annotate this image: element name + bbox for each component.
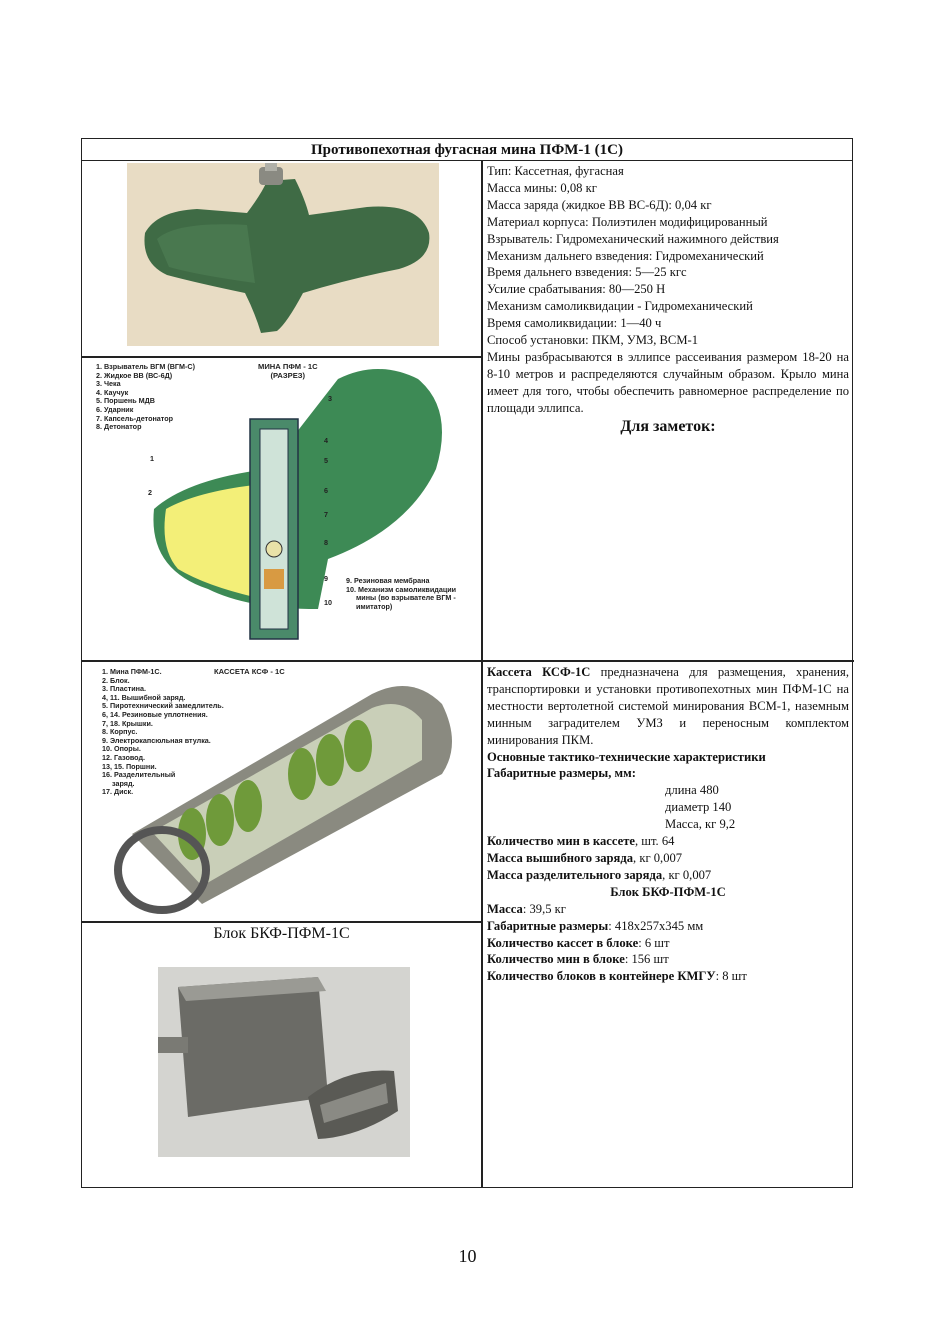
diagram1-title: МИНА ПФМ - 1С (РАЗРЕЗ): [258, 362, 318, 380]
cassette-intro: Кассета КСФ-1С предназначена для размещения, хранения, транспортировки и установки противопехотных мин ПФМ-1С на местности вертолетной системой минирования ВСМ-1, наземным минным заградителем УМЗ и переносным комплектом минирования ПКМ.: [487, 665, 849, 747]
block-row: Количество мин в блоке: 156 шт: [487, 952, 669, 967]
notes-heading: Для заметок:: [620, 417, 716, 435]
block-image-title: Блок БКФ-ПФМ-1С: [213, 925, 350, 942]
callout-10: 10: [324, 598, 332, 607]
block-row: Габаритные размеры: 418х257х345 мм: [487, 918, 704, 933]
callout-7: 7: [324, 510, 328, 519]
cassette-diagram: [102, 664, 474, 919]
spec-arming-mechanism: Механизм дальнего взведения: Гидромеханический: [487, 248, 764, 263]
diagram1-legend-2: 9. Резиновая мембрана 10. Механизм самоликвидации мины (во взрывателе ВГМ - имитатор): [346, 576, 457, 611]
column-divider: [481, 161, 483, 1188]
cassette-row: Масса вышибного заряда, кг 0,007: [487, 850, 683, 865]
dims-label: Габаритные размеры, мм:: [487, 766, 636, 781]
block-row: Количество кассет в блоке: 6 шт: [487, 935, 670, 950]
callout-2: 2: [148, 488, 152, 497]
callout-3: 3: [328, 394, 332, 403]
spec-mass: Масса мины: 0,08 кг: [487, 180, 597, 195]
spec-fuze: Взрыватель: Гидромеханический нажимного действия: [487, 231, 779, 246]
spec-self-destruct-time: Время самоликвидации: 1—40 ч: [487, 316, 662, 331]
spec-charge-mass: Масса заряда (жидкое ВВ ВС-6Д): 0,04 кг: [487, 197, 712, 212]
cassette-row: Количество мин в кассете, шт. 64: [487, 834, 675, 849]
spread-description: Мины разбрасываются в эллипсе рассеивания размером 18-20 на 8-10 метров и распределяются случайным образом. Крыло мина имеет для того, чтобы обеспечить равномерное распределение по площади эллипса.: [487, 349, 849, 415]
mine-photo: [127, 163, 439, 346]
block-photo: [158, 967, 410, 1157]
mine-specs: [487, 163, 849, 436]
page-number: 10: [458, 1246, 477, 1266]
datasheet-table: [81, 138, 853, 1188]
spec-arming-time: Время дальнего взведения: 5—25 кгс: [487, 265, 687, 280]
spec-material: Материал корпуса: Полиэтилен модифицированный: [487, 214, 768, 229]
callout-5: 5: [324, 456, 328, 465]
callout-6: 6: [324, 486, 328, 495]
block-row: Масса: 39,5 кг: [487, 901, 566, 916]
spec-self-destruct-mechanism: Механизм самоликвидации - Гидромеханический: [487, 299, 753, 314]
callout-1: 1: [150, 454, 154, 463]
sheet-title: Противопехотная фугасная мина ПФМ-1 (1С): [82, 139, 852, 161]
diagram2-title: КАССЕТА КСФ - 1С: [214, 667, 285, 676]
diagram2-legend: 1. Мина ПФМ-1С. 2. Блок. 3. Пластина. 4, 11. Вышибной заряд. 5. Пиротехнический замедлитель. 6, 14. Резиновые уплотнения. 7, 18. Крышки. 8. Корпус. 9. Электрокапсюльная втулка. 10. Опоры. 12. Газовод. 13, 15. Поршни. 16. Разделительный заряд. 17. Диск.: [102, 667, 224, 797]
cassette-row: Масса разделительного заряда, кг 0,007: [487, 867, 712, 882]
cassette-name: Кассета КСФ-1С: [487, 665, 591, 679]
dim-length: длина 480: [665, 783, 719, 798]
callout-8: 8: [324, 538, 328, 547]
row-divider-left-1: [82, 356, 481, 358]
diagram1-legend: 1. Взрыватель ВГМ (ВГМ-С) 2. Жидкое ВВ (ВС-6Д) 3. Чека 4. Каучук 5. Поршень МДВ 6. Ударник 7. Капсель-детонатор 8. Детонатор: [96, 362, 195, 432]
callout-4: 4: [324, 436, 328, 445]
dim-mass: Масса, кг 9,2: [665, 817, 736, 832]
row-divider-left-2: [82, 921, 481, 923]
dim-diameter: диаметр 140: [665, 800, 732, 815]
mine-cross-section-diagram: [88, 359, 474, 649]
callout-9: 9: [324, 574, 328, 583]
ttx-heading: Основные тактико-технические характеристики: [487, 749, 766, 764]
spec-trigger-force: Усилие срабатывания: 80—250 Н: [487, 282, 666, 297]
cassette-description: [487, 664, 849, 985]
row-divider-middle: [82, 660, 854, 662]
block-heading: Блок БКФ-ПФМ-1С: [610, 884, 726, 899]
spec-type: Тип: Кассетная, фугасная: [487, 164, 624, 178]
block-row: Количество блоков в контейнере КМГУ: 8 шт: [487, 969, 747, 984]
spec-installation: Способ установки: ПКМ, УМЗ, ВСМ-1: [487, 333, 699, 348]
